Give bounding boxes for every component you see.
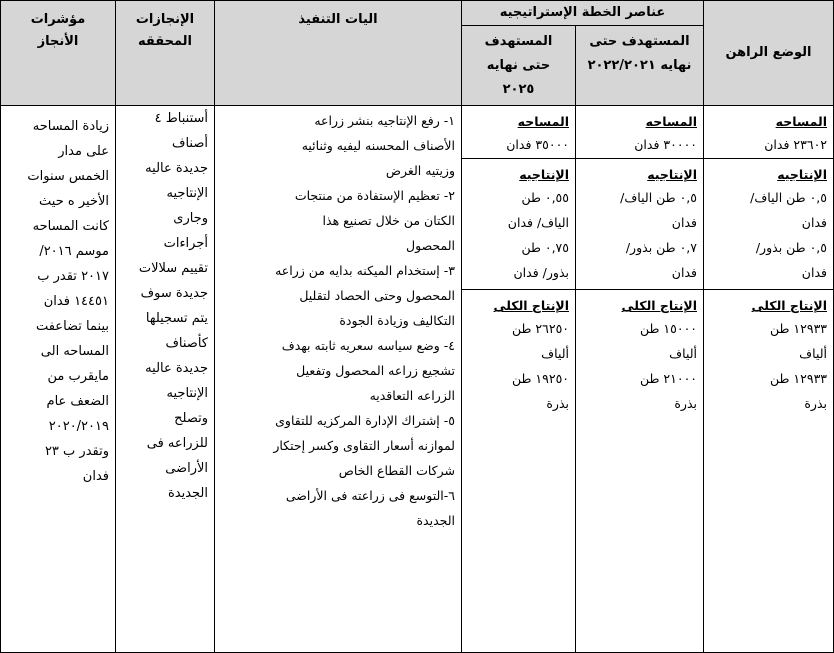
mechanisms-cell [215,106,461,652]
target-2025-productivity-line: ٠,٧٥ طن [521,240,569,255]
target-2022-total-line: ألياف [669,346,697,361]
mechanism-line: وزيتيه الغرض [385,163,455,178]
indicators-line: ٢٠٢٠/٢٠١٩ [48,419,109,434]
header-mechanisms [215,1,461,105]
mechanism-line: ٦-التوسع فى زراعته فى الأراضى [285,488,455,503]
indicators-line: كانت المساحه [32,219,109,234]
current-total [704,290,833,440]
achievements-line: وتصلح [174,411,208,426]
header-mechanisms-label: اليات التنفيذ [298,12,378,27]
mechanism-line: ٣- إستخدام الميكنه بدايه من زراعه [275,263,455,278]
achievements-line: كأصناف [165,336,208,351]
indicators-line: ١٤٤٥١ فدان [43,294,109,309]
target-2025-total-line: ٢٦٢٥٠ طن [511,321,569,336]
target-2022-productivity-line: فدان [671,265,697,280]
target-2025-productivity-line: ٠,٥٥ طن [521,190,569,205]
border-col-4 [575,25,576,653]
target-2022-total-line: ١٥٠٠٠ طن [639,321,697,336]
header-indicators [1,1,115,105]
indicators-line: زيادة المساحه [32,119,109,134]
border-left [0,0,1,653]
border-col-5 [703,0,704,653]
header-current-status-label: الوضع الراهن [725,45,812,60]
mechanism-line: الزراعه التعاقديه [369,388,455,403]
header-target-2025-label: المستهدف حتى نهايه ٢٠٢٥ [484,34,553,97]
header-target-2022-label: المستهدف حتى نهايه ٢٠٢٢/٢٠٢١ [587,34,692,73]
indicators-cell [1,106,115,652]
target-2022-productivity [576,159,703,289]
current-total-line: بذرة [804,396,827,411]
current-productivity-line: فدان [801,265,827,280]
target-2025-area-title: المساحه [517,114,569,129]
current-productivity-line: ٠,٥ طن بذور/ [755,240,827,255]
current-productivity [704,159,833,289]
target-2022-area-value: ٣٠٠٠٠ فدان [634,137,697,152]
target-2022-area-title: المساحه [645,114,697,129]
indicators-line: ٢٠١٧ تقدر ب [37,269,109,284]
target-2025-total-lines [468,316,569,416]
achievements-line: للزراعه فى [146,436,208,451]
target-2025-productivity-lines [468,185,569,285]
achievements-line: أستنباط ٤ [154,111,208,126]
target-2025-area [462,106,575,158]
current-area-title: المساحه [775,114,827,129]
target-2025-productivity-title: الإنتاجيه [519,167,569,182]
current-area [704,106,833,158]
achievements-line: الأراضى [165,461,208,476]
current-productivity-title: الإنتاجيه [777,167,827,182]
achievements-line: جديدة سوف [140,286,208,301]
mechanism-line: الجديدة [416,513,455,528]
mechanism-line: التكاليف وزيادة الجودة [339,313,455,328]
target-2022-total-lines [582,316,697,416]
achievements-line: يتم تسجيلها [145,311,208,326]
current-total-lines [710,316,827,416]
achievements-line: الإنتاجيه [166,386,208,401]
mechanism-line: ٤- وضع سياسه سعريه ثابته بهدف [281,338,455,353]
current-total-line: ١٢٩٣٣ طن [769,371,827,386]
achievements-line: جديدة عاليه [145,161,208,176]
target-2022-productivity-lines [582,185,697,285]
mechanism-line: ١- رفع الإنتاجيه بنشر زراعه [314,113,455,128]
mechanism-line: شركات القطاع الخاص [338,463,455,478]
mechanism-line: تشجيع زراعه المحصول وتفعيل [296,363,455,378]
achievements-line: وجارى [173,211,208,226]
header-target-2022 [576,26,703,105]
mechanism-line: ٢- تعظيم الإستفادة من منتجات [294,188,455,203]
achievements-line: أصناف [171,136,208,151]
current-total-title: الإنتاج الكلى [751,298,827,313]
target-2022-productivity-title: الإنتاجيه [647,167,697,182]
border-col-2 [214,0,215,653]
current-productivity-line: فدان [801,215,827,230]
current-area-value: ٢٣٦٠٢ فدان [764,137,827,152]
border-area-row [461,158,834,159]
header-achievements [116,1,214,105]
indicators-list [7,114,109,489]
indicators-line: فدان [82,469,109,484]
header-plan-elements [462,1,703,25]
target-2025-area-value: ٣٥٠٠٠ فدان [506,137,569,152]
achievements-list [122,106,208,506]
header-indicators-label: مؤشرات الأنجاز [30,12,86,49]
target-2025-productivity-line: الياف/ فدان [507,215,569,230]
current-productivity-line: ٠,٥ طن الياف/ [750,190,827,205]
target-2022-productivity-line: ٠,٧ طن بذور/ [625,240,697,255]
mechanism-line: المحصول وحتى الحصاد لتقليل [299,288,455,303]
border-header-bottom [0,105,834,106]
header-achievements-label: الإنجازات المحققه [135,12,195,49]
mechanism-line: الكتان من خلال تصنيع هذا [322,213,455,228]
mechanism-line: الأصناف المحسنه ليفيه وثنائيه [301,138,455,153]
header-target-2025 [462,26,575,105]
achievements-line: أجراءات [163,236,208,251]
achievements-line: جديدة عاليه [145,361,208,376]
target-2022-total-title: الإنتاج الكلى [621,298,697,313]
header-current-status [704,1,833,105]
indicators-line: وتقدر ب ٢٣ [44,444,109,459]
indicators-line: الخمس سنوات [27,169,109,184]
border-plan-split [461,25,704,26]
target-2025-total [462,290,575,440]
border-top [0,0,834,1]
target-2022-total [576,290,703,440]
border-col-3 [461,0,462,653]
border-col-1 [115,0,116,653]
target-2025-productivity [462,159,575,289]
target-2022-area [576,106,703,158]
achievements-cell [116,106,214,652]
target-2022-productivity-line: فدان [671,215,697,230]
mechanism-line: ٥- إشتراك الإدارة المركزيه للتقاوى [275,413,455,428]
current-productivity-lines [710,185,827,285]
achievements-line: تقييم سلالات [138,261,208,276]
indicators-line: المساحه الى [40,344,109,359]
header-plan-elements-label: عناصر الخطة الإستراتيجيه [499,5,666,20]
indicators-line: الأخير ه حيث [39,194,109,209]
target-2025-total-title: الإنتاج الكلى [493,298,569,313]
border-productivity-row [461,289,834,290]
mechanisms-list [221,108,455,533]
indicators-line: موسم ٢٠١٦/ [39,244,109,259]
target-2025-productivity-line: بذور/ فدان [513,265,569,280]
target-2022-total-line: ٢١٠٠٠ طن [639,371,697,386]
target-2022-productivity-line: ٠,٥ طن الياف/ [620,190,697,205]
target-2025-total-line: ١٩٢٥٠ طن [511,371,569,386]
target-2025-total-line: بذرة [546,396,569,411]
current-total-line: ألياف [799,346,827,361]
mechanism-line: لموازنه أسعار التقاوى وكسر إحتكار [273,438,455,453]
indicators-line: الضعف عام [46,394,109,409]
indicators-line: بينما تضاعفت [35,319,109,334]
mechanism-line: المحصول [406,238,455,253]
achievements-line: الإنتاجيه [166,186,208,201]
achievements-line: الجديدة [167,486,208,501]
target-2022-total-line: بذرة [674,396,697,411]
indicators-line: مايقرب من [47,369,109,384]
current-total-line: ١٢٩٣٣ طن [769,321,827,336]
target-2025-total-line: ألياف [541,346,569,361]
indicators-line: على مدار [58,144,109,159]
